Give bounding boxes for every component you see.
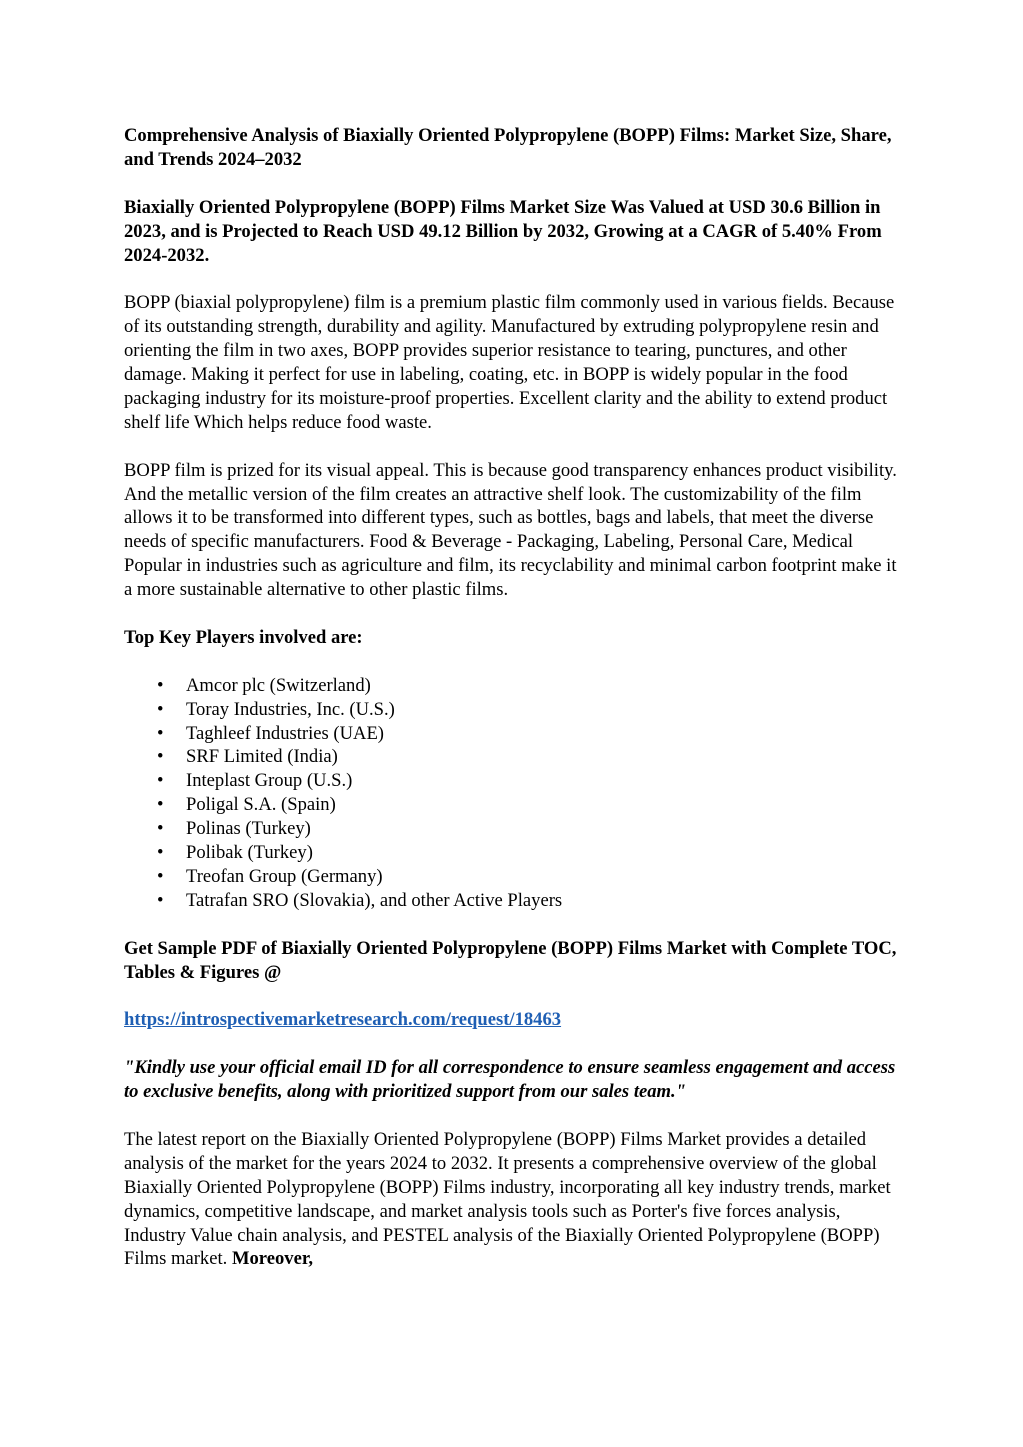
report-overview-tail: Moreover, xyxy=(231,1248,314,1270)
bullet-icon: • xyxy=(157,722,164,744)
visual-appeal-paragraph: BOPP film is prized for its visual appeal. This is because good transparency enhances product visibility. And the metallic version of the film creates an attractive shelf look. The customizability of the film allows it to be transformed into different types, such as bottles, bags and labels, that meet the diverse needs of specific manufacturers. Food & Beverage - Packaging, Labeling, Personal Care, Medical Popular in industries such as agriculture and film, its recyclability and minimal carbon footprint make it a more sustainable alternative to other plastic films. xyxy=(124,459,897,601)
bullet-icon: • xyxy=(157,698,164,720)
list-item xyxy=(157,889,904,913)
sample-pdf-text: Get Sample PDF of Biaxially Oriented Polypropylene (BOPP) Films Market with Complete TOC, Tables & Figures @ xyxy=(124,937,897,983)
list-item xyxy=(157,722,904,746)
intro-paragraph: BOPP (biaxial polypropylene) film is a premium plastic film commonly used in various fields. Because of its outstanding strength, durability and agility. Manufactured by extruding polypropylene resin and orienting the film in two axes, BOPP provides superior resistance to tearing, punctures, and other damage. Making it perfect for use in labeling, coating, etc. in BOPP is widely popular in the food packaging industry for its moisture-proof properties. Excellent clarity and the ability to extend product shelf life Which helps reduce food waste. xyxy=(124,292,895,433)
list-item xyxy=(157,817,904,841)
bullet-icon: • xyxy=(157,889,164,911)
list-item xyxy=(157,745,904,769)
email-notice: "Kindly use your official email ID for all correspondence to ensure seamless engagement and access to exclusive benefits, along with prioritized support from our sales team." xyxy=(124,1057,896,1103)
player-name: SRF Limited (India) xyxy=(186,746,338,768)
document-title: Comprehensive Analysis of Biaxially Oriented Polypropylene (BOPP) Films: Market Size, Share, and Trends 2024–2032 xyxy=(124,125,892,170)
bullet-icon: • xyxy=(157,746,164,768)
bullet-icon: • xyxy=(157,866,164,888)
bullet-icon: • xyxy=(157,770,164,792)
list-item xyxy=(157,841,904,865)
list-item xyxy=(157,674,904,698)
player-name: Amcor plc (Switzerland) xyxy=(186,674,371,696)
sample-request-link[interactable]: https://introspectivemarketresearch.com/request/18463 xyxy=(124,1009,562,1031)
player-name: Poligal S.A. (Spain) xyxy=(186,794,336,816)
player-name: Tatrafan SRO (Slovakia), and other Active Players xyxy=(186,889,563,911)
report-overview-paragraph xyxy=(124,1128,904,1271)
player-name: Toray Industries, Inc. (U.S.) xyxy=(186,698,395,720)
player-name: Polinas (Turkey) xyxy=(186,818,311,840)
market-headline: Biaxially Oriented Polypropylene (BOPP) Films Market Size Was Valued at USD 30.6 Billion in 2023, and is Projected to Reach USD 49.12 Billion by 2032, Growing at a CAGR of 5.40% From 2024-2032. xyxy=(124,196,882,266)
report-overview-text: The latest report on the Biaxially Oriented Polypropylene (BOPP) Films Market provides a detailed analysis of the market for the years 2024 to 2032. It presents a comprehensive overview of the global Biaxially Oriented Polypropylene (BOPP) Films industry, incorporating all key industry trends, market dynamics, competitive landscape, and market analysis tools such as Porter's five forces analysis, Industry Value chain analysis, and PESTEL analysis of the Biaxially Oriented Polypropylene (BOPP) Films market. xyxy=(124,1128,891,1270)
sample-link-paragraph xyxy=(124,1008,904,1032)
document-page xyxy=(124,124,904,1295)
list-item xyxy=(157,793,904,817)
list-item xyxy=(157,769,904,793)
list-item xyxy=(157,865,904,889)
player-name: Taghleef Industries (UAE) xyxy=(186,722,384,744)
bullet-icon: • xyxy=(157,818,164,840)
players-heading: Top Key Players involved are: xyxy=(124,626,363,648)
player-name: Polibak (Turkey) xyxy=(186,842,313,864)
player-name: Inteplast Group (U.S.) xyxy=(186,770,353,792)
player-name: Treofan Group (Germany) xyxy=(186,866,383,888)
list-item xyxy=(157,698,904,722)
bullet-icon: • xyxy=(157,794,164,816)
bullet-icon: • xyxy=(157,674,164,696)
bullet-icon: • xyxy=(157,842,164,864)
players-list xyxy=(124,674,904,913)
